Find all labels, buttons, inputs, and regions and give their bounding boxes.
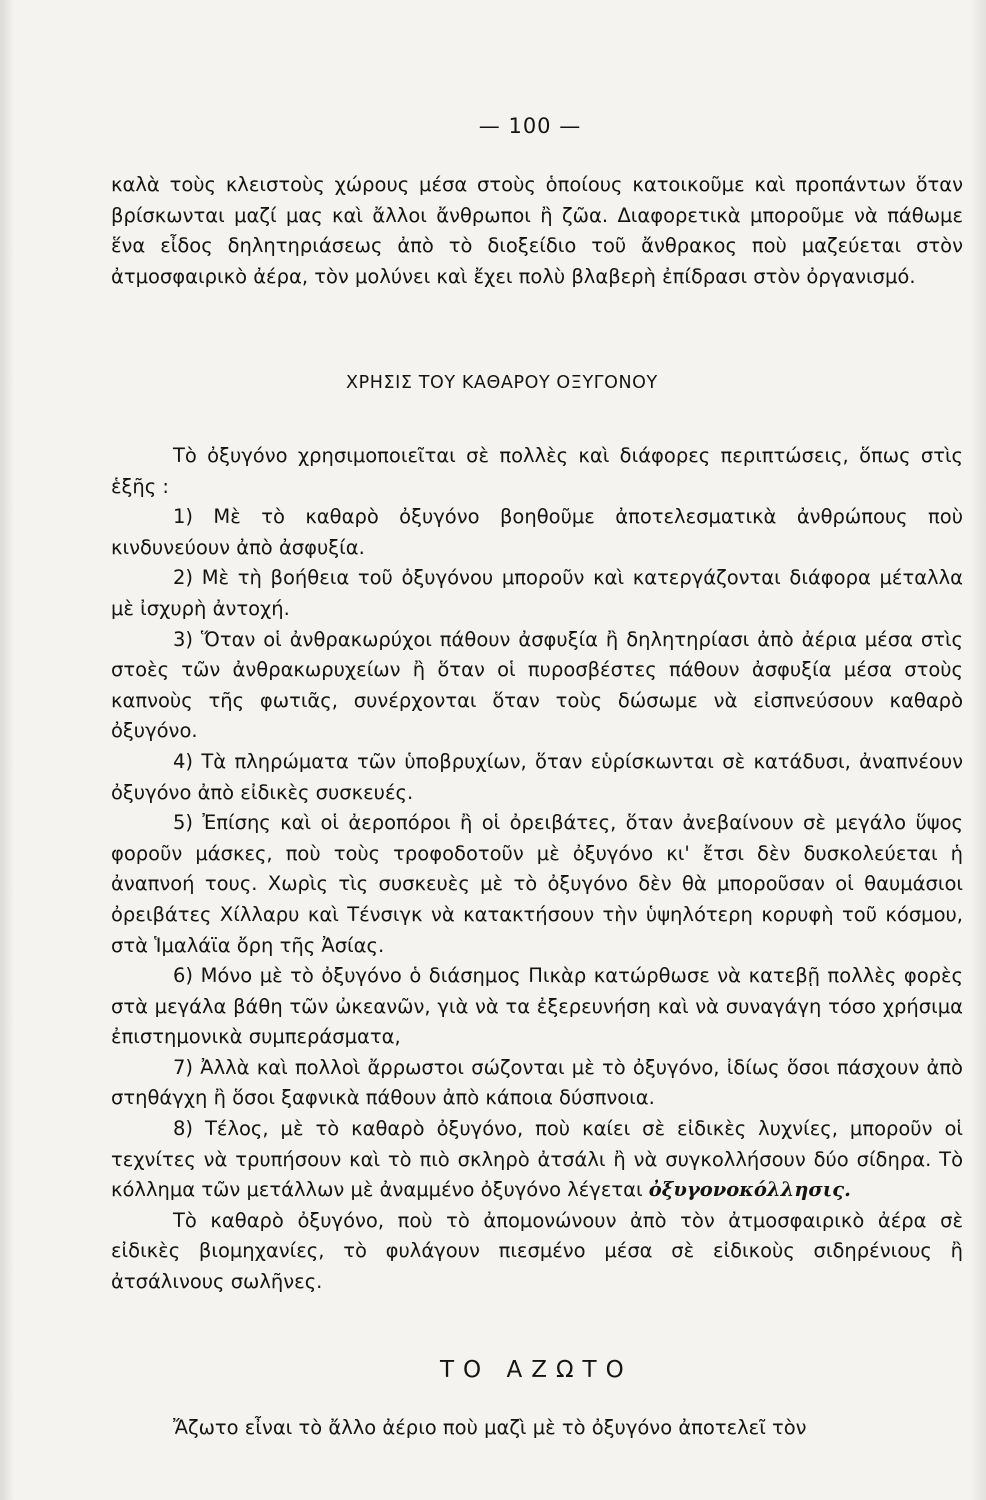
nitrogen-paragraph: Ἄζωτο εἶναι τὸ ἄλλο ἀέριο ποὺ μαζὶ μὲ τὸ ὀξυγόνο ἀποτελεῖ τὸν bbox=[173, 1416, 807, 1439]
oxyacetylene-welding-term: ὀξυγονοκόλλησις. bbox=[648, 1178, 851, 1202]
page-number: — 100 — bbox=[478, 114, 582, 138]
intro-paragraph: καλὰ τοὺς κλειστοὺς χώρους μέσα στοὺς ὁποίους κατοικοῦμε καὶ προπάντων ὅταν βρίσκωνται μαζί μας καὶ ἄλλοι ἄνθρωποι ἢ ζῶα. Διαφορετικὰ μποροῦμε νὰ πάθωμε ἕνα εἶδος δηλητηριάσεως ἀπὸ τὸ διοξείδιο τοῦ ἄνθρακος ποὺ μαζεύεται στὸν ἀτμοσφαιρικὸ ἀέρα, τὸν μολύνει καὶ ἔχει πολὺ βλαβερὴ ἐπίδρασι στὸν ὀργανισμό. bbox=[111, 173, 963, 289]
nitrogen-heading: ΤΟ ΑΖΩΤΟ bbox=[440, 1357, 633, 1383]
oxygen-uses-lead: Τὸ ὀξυγόνο χρησιμοποιεῖται σὲ πολλὲς καὶ διάφορες περιπτώσεις, ὅπως στὶς ἑξῆς : bbox=[111, 444, 963, 498]
oxygen-use-item: 7) Ἀλλὰ καὶ πολλοὶ ἄρρωστοι σώζονται μὲ τὸ ὀξυγόνο, ἰδίως ὅσοι πάσχουν ἀπὸ στηθάγχη ἢ ὅσοι ξαφνικὰ πάθουν ἀπὸ κάποια δύσπνοια. bbox=[111, 1055, 963, 1110]
oxygen-use-item: 5) Ἐπίσης καὶ οἱ ἀεροπόροι ἢ οἱ ὀρειβάτες, ὅταν ἀνεβαίνουν σὲ μεγάλο ὕψος φοροῦν μάσκες, ποὺ τοὺς τροφοδοτοῦν μὲ ὀξυγόνο κι' ἔτσι δὲν δυσκολεύεται ἡ ἀναπνοή τους. Χωρὶς τὶς συσκευὲς μὲ τὸ ὀξυγόνο δὲν θὰ μποροῦσαν οἱ θαυμάσιοι ὀρειβάτες Χίλλαρυ καὶ Τένσιγκ νὰ κατακτήσουν τὴν ὑψηλότερη κορυφὴ τοῦ κόσμου, στὰ Ἱμαλάϊα ὄρη τῆς Ἀσίας. bbox=[111, 811, 963, 957]
oxygen-use-item: 4) Τὰ πληρώματα τῶν ὑποβρυχίων, ὅταν εὑρίσκωνται σὲ κατάδυσι, ἀναπνέουν ὀξυγόνο ἀπὸ εἰδικὲς συσκευές. bbox=[111, 749, 963, 804]
oxygen-use-item: 6) Μόνο μὲ τὸ ὀξυγόνο ὁ διάσημος Πικὰρ κατώρθωσε νὰ κατεβῇ πολλὲς φορὲς στὰ μεγάλα βάθη τῶν ὠκεανῶν, γιὰ νὰ τα ἐξερευνήση καὶ νὰ συναγάγη τόσο χρήσιμα ἐπιστημονικὰ συμπεράσματα, bbox=[111, 964, 963, 1049]
oxygen-use-item-8-text: 8) Τέλος, μὲ τὸ καθαρὸ ὀξυγόνο, ποὺ καίει σὲ εἰδικὲς λυχνίες, μποροῦν οἱ τεχνίτες νὰ τρυπήσουν καὶ τὸ πιὸ σκληρὸ ἀτσάλι ἢ νὰ συγκολλήσουν δύο σίδηρα. Τὸ κόλλημα τῶν μετάλλων μὲ ἀναμμένο ὀξυγόνο λέγεται bbox=[111, 1117, 963, 1202]
oxygen-use-item: 1) Μὲ τὸ καθαρὸ ὀξυγόνο βοηθοῦμε ἀποτελεσματικὰ ἀνθρώπους ποὺ κινδυνεύουν ἀπὸ ἀσφυξία. bbox=[111, 505, 963, 559]
oxygen-use-item: 2) Μὲ τὴ βοήθεια τοῦ ὀξυγόνου μποροῦν καὶ κατεργάζονται διάφορα μέταλλα μὲ ἰσχυρὴ ἀντοχή. bbox=[111, 566, 963, 620]
oxygen-uses-section bbox=[111, 441, 963, 1298]
nitrogen-section bbox=[111, 1413, 963, 1444]
oxygen-closing-paragraph: Τὸ καθαρὸ ὀξυγόνο, ποὺ τὸ ἀπομονώνουν ἀπὸ τὸν ἀτμοσφαιρικὸ ἀέρα σὲ εἰδικὲς βιομηχανίες, τὸ φυλάγουν πιεσμένο μέσα σὲ εἰδικοὺς σιδηρένιους ἢ ἀτσάλινους σωλῆνες. bbox=[111, 1208, 963, 1294]
oxygen-uses-heading: ΧΡΗΣΙΣ ΤΟΥ ΚΑΘΑΡΟΥ ΟΞΥΓΟΝΟΥ bbox=[346, 373, 658, 393]
intro-paragraph-block bbox=[111, 170, 963, 293]
oxygen-use-item: 3) Ὅταν οἱ ἀνθρακωρύχοι πάθουν ἀσφυξία ἢ δηλητηρίασι ἀπὸ ἀέρια μέσα στὶς στοὲς τῶν ἀνθρακωρυχείων ἢ ὅταν οἱ πυροσβέστες πάθουν ἀσφυξία μέσα στοὺς καπνοὺς τῆς φωτιᾶς, συνέρχονται ὅταν τοὺς δώσωμε νὰ εἰσπνεύσουν καθαρὸ ὀξυγόνο. bbox=[111, 627, 963, 743]
oxygen-use-item-8 bbox=[111, 1114, 963, 1206]
